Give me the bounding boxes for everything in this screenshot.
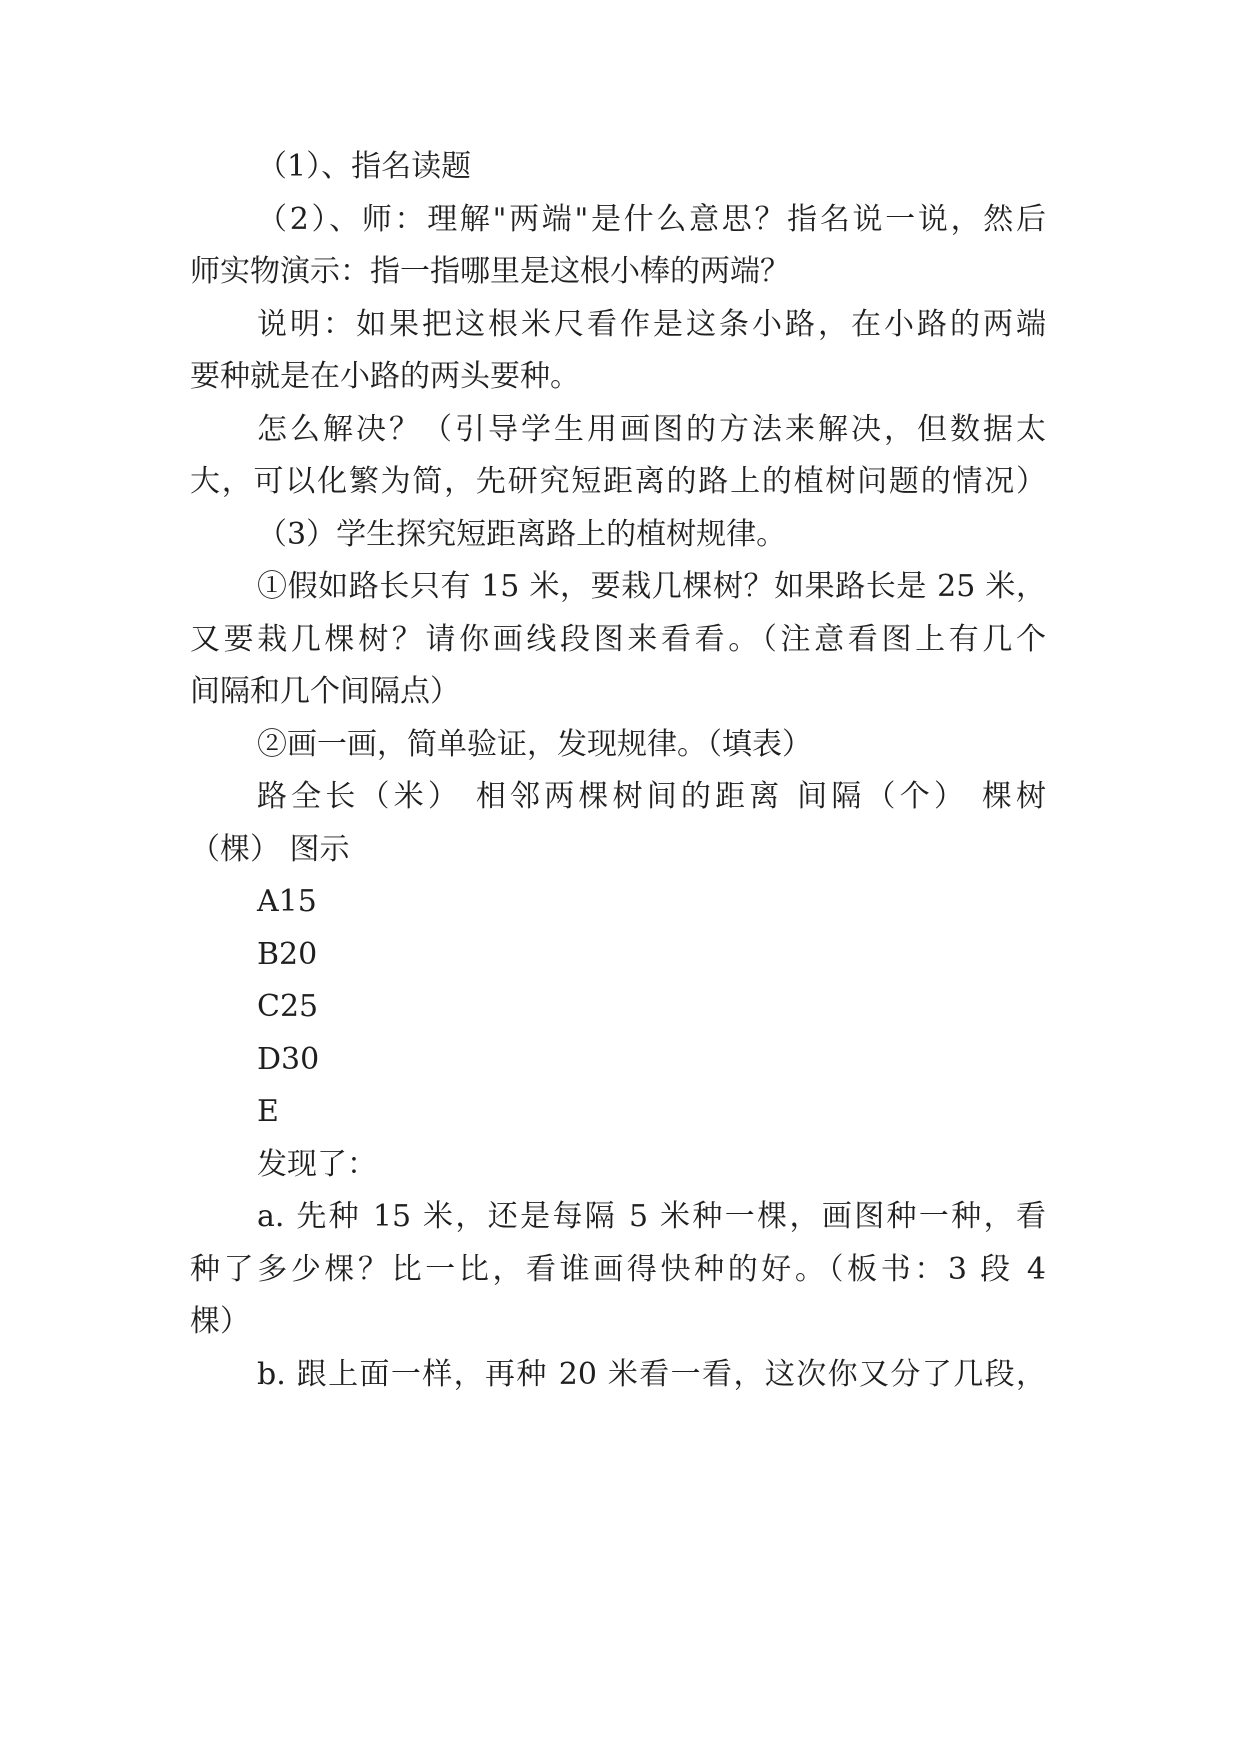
paragraph-line: 种了多少棵？比一比，看谁画得快种的好。（板书：3 段 4 [190,1252,1046,1287]
table-header-line: 路全长（米） 相邻两棵树间的距离 间隔（个） 棵树 [257,779,1046,814]
table-row-label: D30 [257,1042,320,1077]
paragraph-line: 要种就是在小路的两头要种。 [190,359,580,394]
paragraph-line: 怎么解决？（引导学生用画图的方法来解决，但数据太 [257,412,1046,447]
paragraph-line: （3）学生探究短距离路上的植树规律。 [257,517,787,552]
table-row-label: C25 [257,989,319,1024]
paragraph-line: （1）、指名读题 [257,149,472,184]
paragraph-line: ②画一画，简单验证，发现规律。（填表） [257,727,812,762]
paragraph-line: 大，可以化繁为简，先研究短距离的路上的植树问题的情况） [190,464,1046,499]
paragraph-line: ①假如路长只有 15 米，要栽几棵树？如果路长是 25 米， [257,569,1046,604]
paragraph-line: 说明：如果把这根米尺看作是这条小路，在小路的两端 [257,307,1046,342]
paragraph-line: 师实物演示：指一指哪里是这根小棒的两端？ [190,254,790,289]
paragraph-line: 棵） [190,1304,250,1339]
table-row-label: A15 [257,884,317,919]
paragraph-line: 发现了： [257,1147,377,1182]
paragraph-line: 间隔和几个间隔点） [190,674,460,709]
table-row-label: B20 [257,937,318,972]
paragraph-line: （2）、师：理解"两端"是什么意思？指名说一说，然后 [257,202,1046,237]
paragraph-line: 又要栽几棵树？请你画线段图来看看。（注意看图上有几个 [190,622,1046,657]
table-row-label: E [257,1094,279,1129]
paragraph-line: b. 跟上面一样，再种 20 米看一看，这次你又分了几段， [257,1357,1046,1392]
table-header-line: （棵） 图示 [190,832,350,867]
paragraph-line: a. 先种 15 米，还是每隔 5 米种一棵，画图种一种，看 [257,1199,1046,1234]
